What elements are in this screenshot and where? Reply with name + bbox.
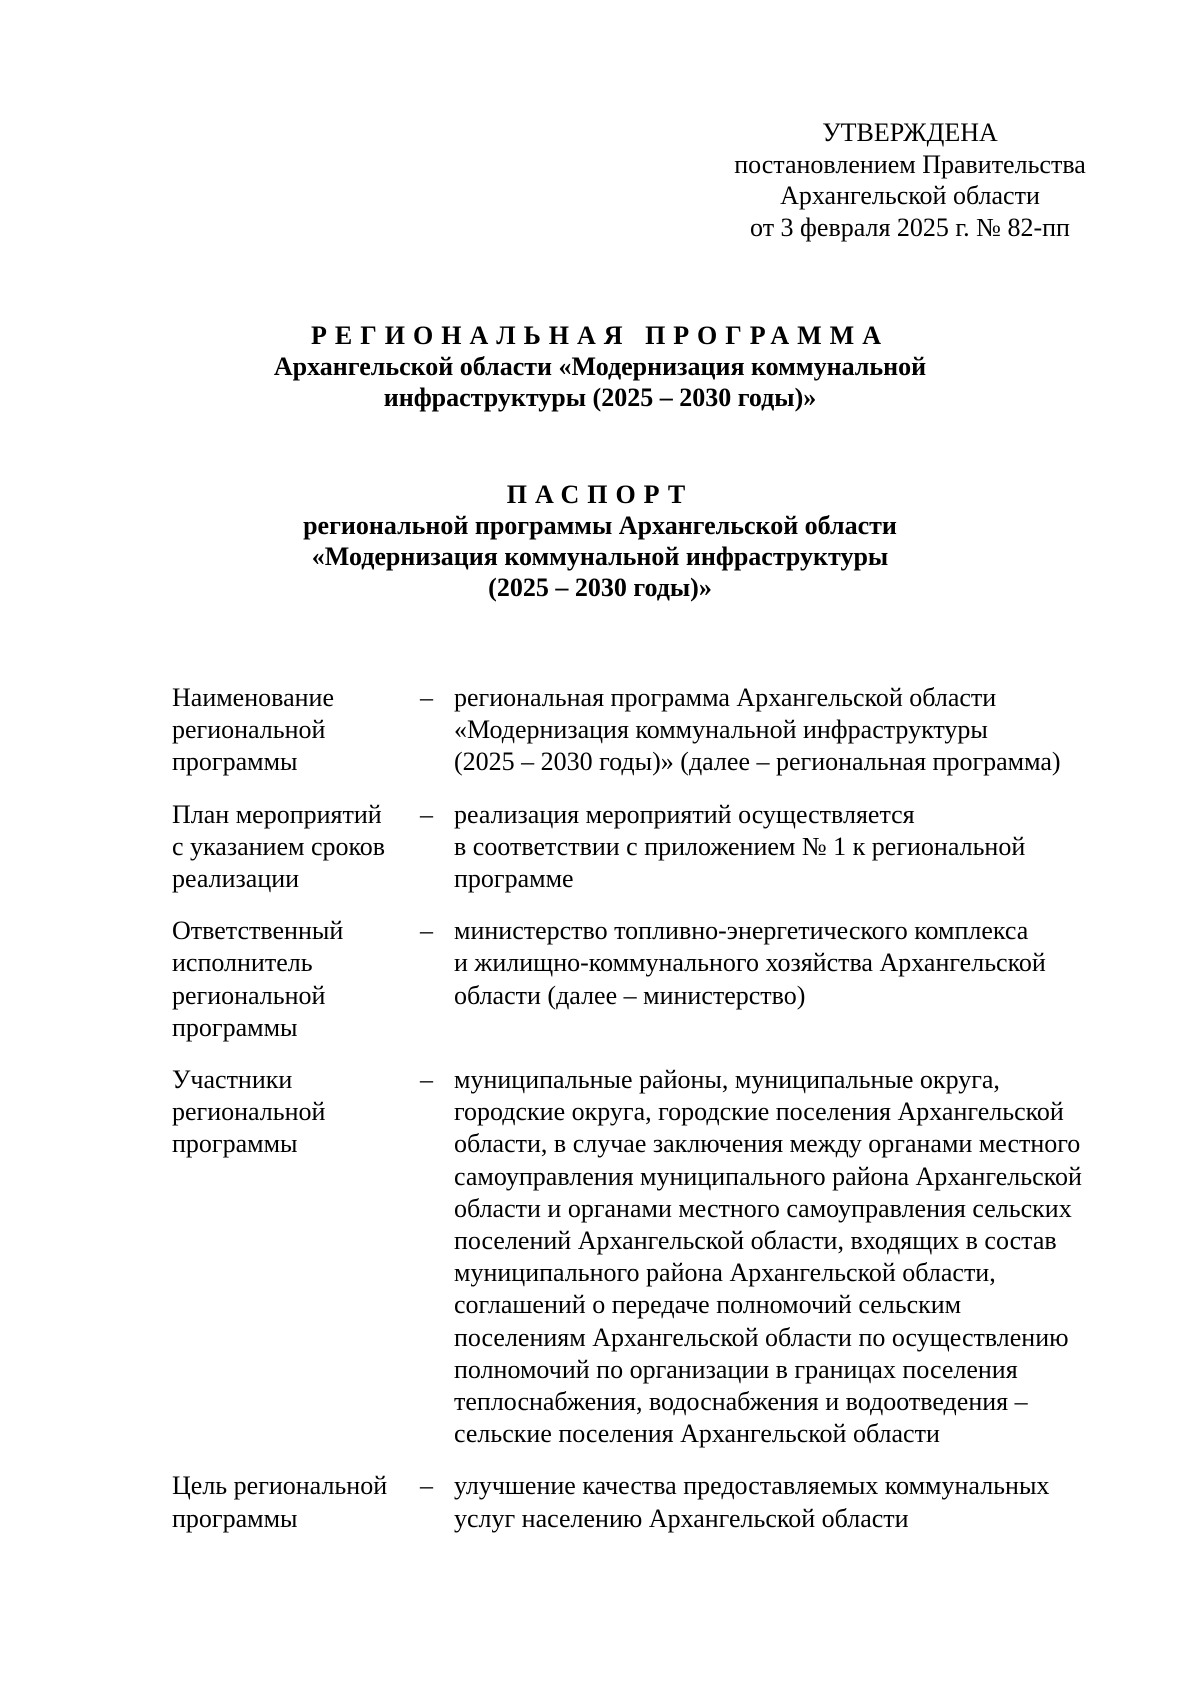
row-value-line: муниципальные районы, муниципальные округа, [454, 1065, 1000, 1095]
row-label [172, 1470, 420, 1534]
row-label [172, 799, 420, 896]
passport-title [150, 479, 1050, 603]
approval-line: Архангельской области [780, 181, 1040, 210]
row-value-line: (2025 – 2030 годы)» (далее – региональная программа) [454, 747, 1061, 777]
row-label-line: с указанием сроков [172, 831, 386, 861]
row-value-line: поселениям Архангельской области по осуществлению [454, 1322, 1069, 1352]
row-value-line: реализация мероприятий осуществляется [454, 799, 915, 829]
row-label [172, 682, 420, 779]
passport-title-line: (2025 – 2030 годы)» [488, 573, 712, 602]
row-value-line: теплоснабжения, водоснабжения и водоотведения – [454, 1387, 1028, 1417]
row-value-line: программе [454, 864, 574, 894]
approval-line: постановлением Правительства [734, 149, 1086, 179]
row-value [454, 915, 1132, 1044]
row-value-line: самоуправления муниципального района Архангельской [454, 1161, 1082, 1191]
row-value-line: области и органами местного самоуправления сельских [454, 1193, 1072, 1223]
row-label [172, 915, 420, 1044]
row-value-line: муниципального района Архангельской области, [454, 1258, 996, 1288]
row-label-line: Цель региональной [172, 1471, 388, 1501]
row-label-line: программы [172, 1129, 298, 1159]
passport-row [172, 799, 1132, 896]
passport-row [172, 682, 1132, 779]
passport-row [172, 915, 1132, 1044]
row-label-line: программы [172, 1012, 298, 1042]
row-value [454, 799, 1132, 896]
row-label-line: Участники [172, 1065, 293, 1095]
passport-row [172, 1064, 1132, 1450]
row-label-line: программы [172, 747, 298, 777]
row-value-line: сельские поселения Архангельской области [454, 1419, 940, 1449]
row-label-line: реализации [172, 864, 300, 894]
row-value-line: области (далее – министерство) [454, 980, 806, 1010]
row-value-line: поселений Архангельской области, входящих в состав [454, 1226, 1057, 1256]
row-value-line: услуг населению Архангельской области [454, 1503, 909, 1533]
approval-line: УТВЕРЖДЕНА [822, 118, 998, 147]
row-label [172, 1064, 420, 1450]
row-value-line: улучшение качества предоставляемых коммунальных [454, 1471, 1050, 1501]
row-value-line: полномочий по организации в границах поселения [454, 1354, 1018, 1384]
row-value-line: области, в случае заключения между органами местного [454, 1129, 1081, 1159]
row-label-line: программы [172, 1503, 298, 1533]
passport-title-line: региональной программы Архангельской области [303, 511, 897, 540]
row-label-line: Наименование [172, 683, 334, 712]
row-value-line: городские округа, городские поселения Архангельской [454, 1097, 1064, 1127]
program-title-heading: РЕГИОНАЛЬНАЯ ПРОГРАММА [311, 321, 889, 350]
row-dash: – [420, 1065, 433, 1095]
row-label-line: План мероприятий [172, 799, 382, 829]
row-dash: – [420, 916, 433, 946]
row-value [454, 1064, 1132, 1450]
row-label-line: исполнитель [172, 948, 313, 978]
row-label-line: региональной [172, 715, 326, 745]
passport-title-heading: ПАСПОРТ [506, 480, 694, 509]
approval-stamp [700, 117, 1120, 243]
program-title [150, 320, 1050, 413]
approval-line: от 3 февраля 2025 г. № 82-пп [750, 212, 1070, 242]
program-title-line: инфраструктуры (2025 – 2030 годы)» [383, 383, 817, 412]
row-value-line: региональная программа Архангельской области [454, 683, 997, 712]
passport-table [172, 682, 1132, 1535]
passport-title-line: «Модернизация коммунальной инфраструктуры [311, 542, 889, 571]
row-value-line: в соответствии с приложением № 1 к региональной [454, 831, 1026, 861]
row-value-line: министерство топливно-энергетического комплекса [454, 916, 1029, 946]
row-label-line: Ответственный [172, 916, 344, 946]
row-dash: – [420, 683, 433, 712]
row-label-line: региональной [172, 980, 326, 1010]
program-title-line: Архангельской области «Модернизация коммунальной [273, 352, 927, 381]
row-label-line: региональной [172, 1097, 326, 1127]
passport-row [172, 1470, 1132, 1534]
row-value [454, 682, 1132, 779]
row-dash: – [420, 1471, 433, 1501]
row-value-line: и жилищно-коммунального хозяйства Архангельской [454, 948, 1046, 978]
row-value-line: «Модернизация коммунальной инфраструктуры [454, 715, 988, 745]
row-dash: – [420, 799, 433, 829]
row-value-line: соглашений о передаче полномочий сельским [454, 1290, 962, 1320]
row-value [454, 1470, 1132, 1534]
